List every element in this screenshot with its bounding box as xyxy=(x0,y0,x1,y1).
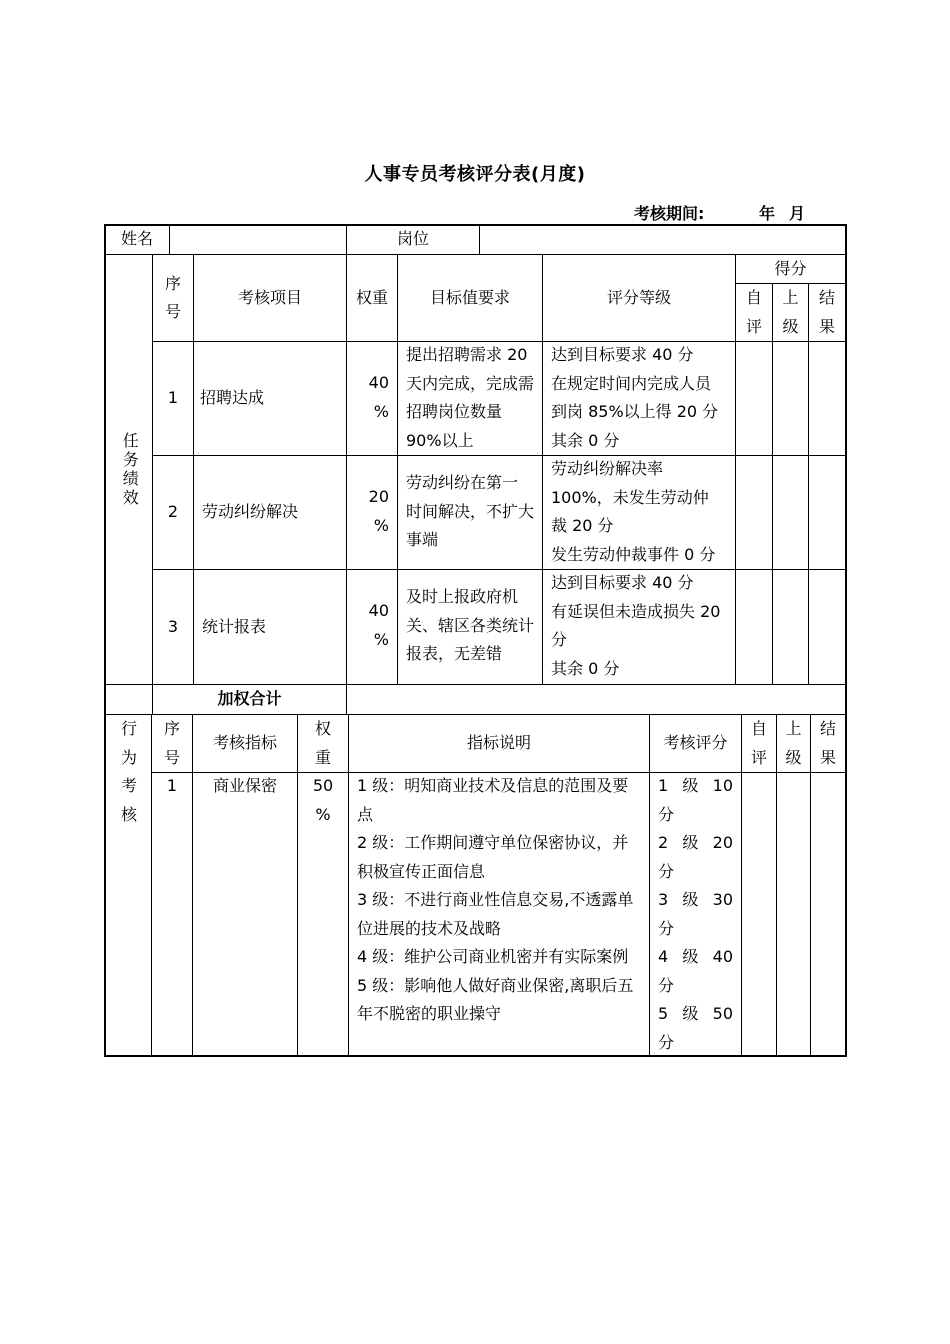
task-row-result-score[interactable] xyxy=(809,456,845,569)
task-row-seq: 2 xyxy=(167,502,179,522)
position-label: 岗位 xyxy=(396,229,429,249)
rating-level: 1 级 10 xyxy=(658,776,733,795)
task-row-self-score[interactable] xyxy=(736,456,772,569)
behavior-header-superior: 上级 xyxy=(785,719,802,767)
period-label: 考核期间: xyxy=(634,204,705,223)
behavior-header-indicator: 考核指标 xyxy=(212,733,277,753)
weighted-total-value[interactable] xyxy=(347,685,845,714)
behavior-row-superior-score[interactable] xyxy=(777,773,810,1055)
task-header-score: 得分 xyxy=(774,258,807,278)
rating-level: 4 级 40 xyxy=(658,947,733,966)
task-row-self-score[interactable] xyxy=(736,342,772,455)
behavior-header-weight: 权重 xyxy=(314,719,331,767)
task-row-result-score[interactable] xyxy=(809,342,845,455)
rating-level: 5 级 50 xyxy=(658,1004,733,1023)
year-label: 年 xyxy=(759,204,776,223)
behavior-header-self: 自评 xyxy=(750,719,767,767)
behavior-row-indicator: 商业保密 xyxy=(212,776,277,795)
task-row-weight: 40 % xyxy=(368,601,389,649)
task-row-seq: 1 xyxy=(167,388,179,408)
task-row-superior-score[interactable] xyxy=(773,570,808,684)
task-row-weight: 20 % xyxy=(368,487,389,535)
month-label: 月 xyxy=(789,204,806,223)
behavior-header-description: 指标说明 xyxy=(466,733,531,753)
task-row-target: 及时上报政府机 关、辖区各类统计 报表，无差错 xyxy=(406,587,535,663)
task-row-seq: 3 xyxy=(167,616,179,636)
task-header-item: 考核项目 xyxy=(237,287,302,307)
task-row-superior-score[interactable] xyxy=(773,456,808,569)
behavior-header-rating: 考核评分 xyxy=(663,733,728,753)
behavior-header-result: 结果 xyxy=(819,719,836,767)
behavior-row-self-score[interactable] xyxy=(742,773,776,1055)
task-row-superior-score[interactable] xyxy=(773,342,808,455)
position-field[interactable] xyxy=(480,225,845,254)
task-row-weight: 40 % xyxy=(368,373,389,421)
task-row-target: 提出招聘需求 20 天内完成，完成需 招聘岗位数量 90%以上 xyxy=(406,345,535,450)
task-row-item: 统计报表 xyxy=(202,616,267,636)
weighted-total-label: 加权合计 xyxy=(217,689,282,709)
behavior-row-seq: 1 xyxy=(166,776,178,795)
task-section-label: 任务绩效 xyxy=(120,431,140,508)
behavior-row-weight: 50 % xyxy=(312,776,334,824)
task-row-result-score[interactable] xyxy=(809,570,845,684)
document-title: 人事专员考核评分表(月度) xyxy=(364,164,586,185)
behavior-header-seq: 序号 xyxy=(163,719,180,767)
rating-level: 2 级 20 xyxy=(658,833,733,852)
task-header-seq: 序号 xyxy=(164,273,181,321)
task-row-item: 劳动纠纷解决 xyxy=(202,502,299,522)
name-field[interactable] xyxy=(170,225,346,254)
task-header-grade: 评分等级 xyxy=(606,287,671,307)
task-row-target: 劳动纠纷在第一 时间解决，不扩大 事端 xyxy=(406,473,535,549)
assessment-period xyxy=(634,201,834,224)
task-row-self-score[interactable] xyxy=(736,570,772,684)
behavior-row-description: 1 级：明知商业技术及信息的范围及要 点 2 级：工作期间遵守单位保密协议，并 积极宣传正面信息 3 级：不进行商业性信息交易,不透露单 位进展的技术及战略 4 级：维护公司商业机密并有实际案例 5 级：影响他人做好商业保密,离职后五 年不脱密的职业操守 xyxy=(357,776,634,1023)
task-header-target: 目标值要求 xyxy=(429,287,510,307)
task-header-self: 自评 xyxy=(745,288,762,336)
task-header-result: 结果 xyxy=(818,288,835,336)
name-label: 姓名 xyxy=(120,229,153,249)
task-header-weight: 权重 xyxy=(355,287,388,307)
task-row-item: 招聘达成 xyxy=(200,388,265,408)
behavior-row-rating: 1 级 10 分 2 级 20 分 3 级 30 分 4 级 40 分 5 级 50 分 xyxy=(650,772,741,1057)
task-header-superior: 上级 xyxy=(782,288,799,336)
task-row-grade: 达到目标要求 40 分 有延误但未造成损失 20 分 其余 0 分 xyxy=(551,573,721,678)
behavior-section-label: 行为考核 xyxy=(120,719,137,824)
task-row-grade: 达到目标要求 40 分 在规定时间内完成人员 到岗 85%以上得 20 分 其余 0 分 xyxy=(551,345,719,450)
behavior-row-result-score[interactable] xyxy=(811,773,845,1055)
task-row-grade: 劳动纠纷解决率 100%，未发生劳动仲 裁 20 分 发生劳动仲裁事件 0 分 xyxy=(551,459,716,564)
rating-level: 3 级 30 xyxy=(658,890,733,909)
